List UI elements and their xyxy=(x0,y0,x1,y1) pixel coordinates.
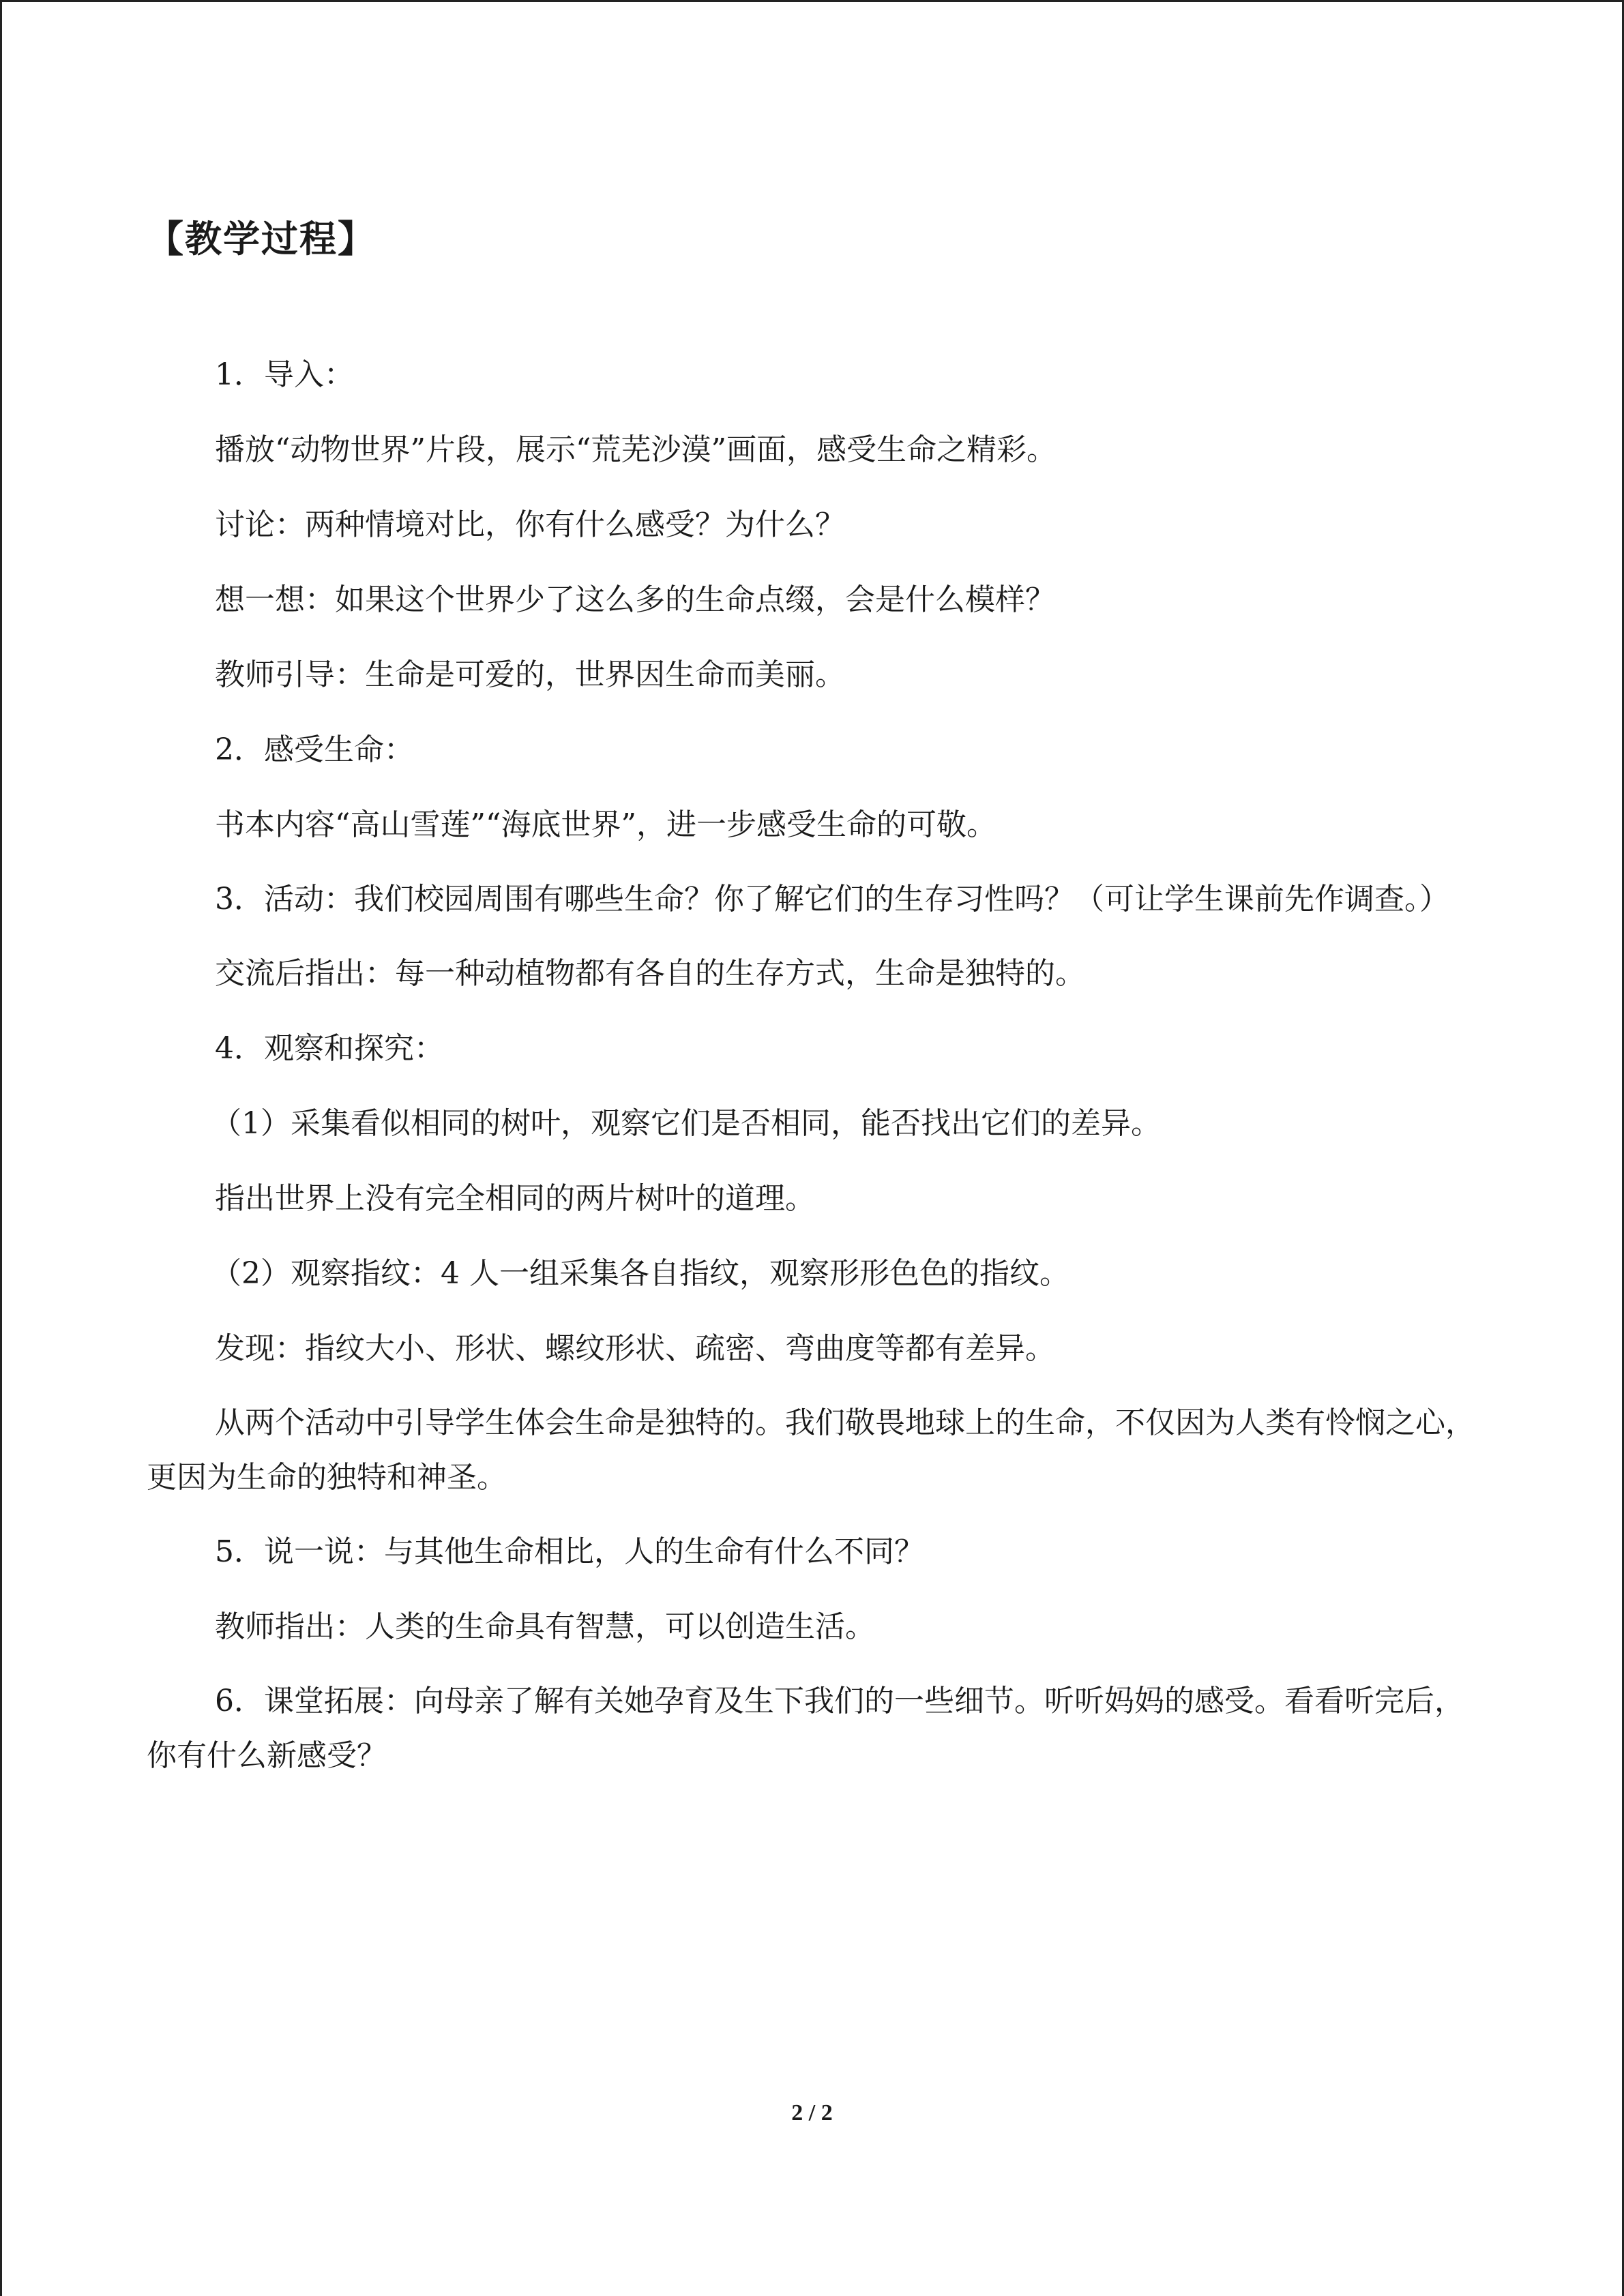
paragraph: （2）观察指纹：4 人一组采集各自指纹，观察形形色色的指纹。 xyxy=(211,1256,1069,1291)
document-body xyxy=(147,205,1483,1793)
paragraph: 交流后指出：每一种动植物都有各自的生存方式，生命是独特的。 xyxy=(215,956,1085,991)
paragraph-activity: 3．活动：我们校园周围有哪些生命？你了解它们的生存习性吗？（可让学生课前先作调查。） xyxy=(215,882,1449,916)
paragraph: 教师指出：人类的生命具有智慧，可以创造生活。 xyxy=(215,1609,875,1644)
paragraph: 播放“动物世界”片段，展示“荒芜沙漠”画面，感受生命之精彩。 xyxy=(215,432,1057,467)
paragraph: 书本内容“高山雪莲”“海底世界”，进一步感受生命的可敬。 xyxy=(215,807,996,842)
paragraph: （1）采集看似相同的树叶，观察它们是否相同，能否找出它们的差异。 xyxy=(211,1106,1161,1141)
paragraph-feel-life-heading: 2．感受生命： xyxy=(215,732,414,767)
page-number: 2 / 2 xyxy=(791,2100,833,2126)
paragraph: 发现：指纹大小、形状、螺纹形状、疏密、弯曲度等都有差异。 xyxy=(215,1331,1055,1366)
paragraph-observe-heading: 4．观察和探究： xyxy=(215,1031,444,1066)
paragraph: 指出世界上没有完全相同的两片树叶的道理。 xyxy=(215,1181,815,1216)
paragraph: 教师引导：生命是可爱的，世界因生命而美丽。 xyxy=(215,657,845,692)
paragraph-intro-heading: 1．导入： xyxy=(215,357,354,392)
paragraph-conclusion: 从两个活动中引导学生体会生命是独特的。我们敬畏地球上的生命，不仅因为人类有怜悯之心，更因为生命的独特和神圣。 xyxy=(147,1405,1475,1495)
paragraph-extension: 6．课堂拓展：向母亲了解有关她孕育及生下我们的一些细节。听听妈妈的感受。看看听完后，你有什么新感受？ xyxy=(147,1684,1464,1773)
paragraph: 想一想：如果这个世界少了这么多的生命点缀，会是什么模样？ xyxy=(215,582,1055,617)
paragraph-discuss-heading: 5．说一说：与其他生命相比，人的生命有什么不同？ xyxy=(215,1534,924,1569)
section-title: 【教学过程】 xyxy=(147,217,376,260)
paragraph: 讨论：两种情境对比，你有什么感受？为什么？ xyxy=(215,507,845,542)
